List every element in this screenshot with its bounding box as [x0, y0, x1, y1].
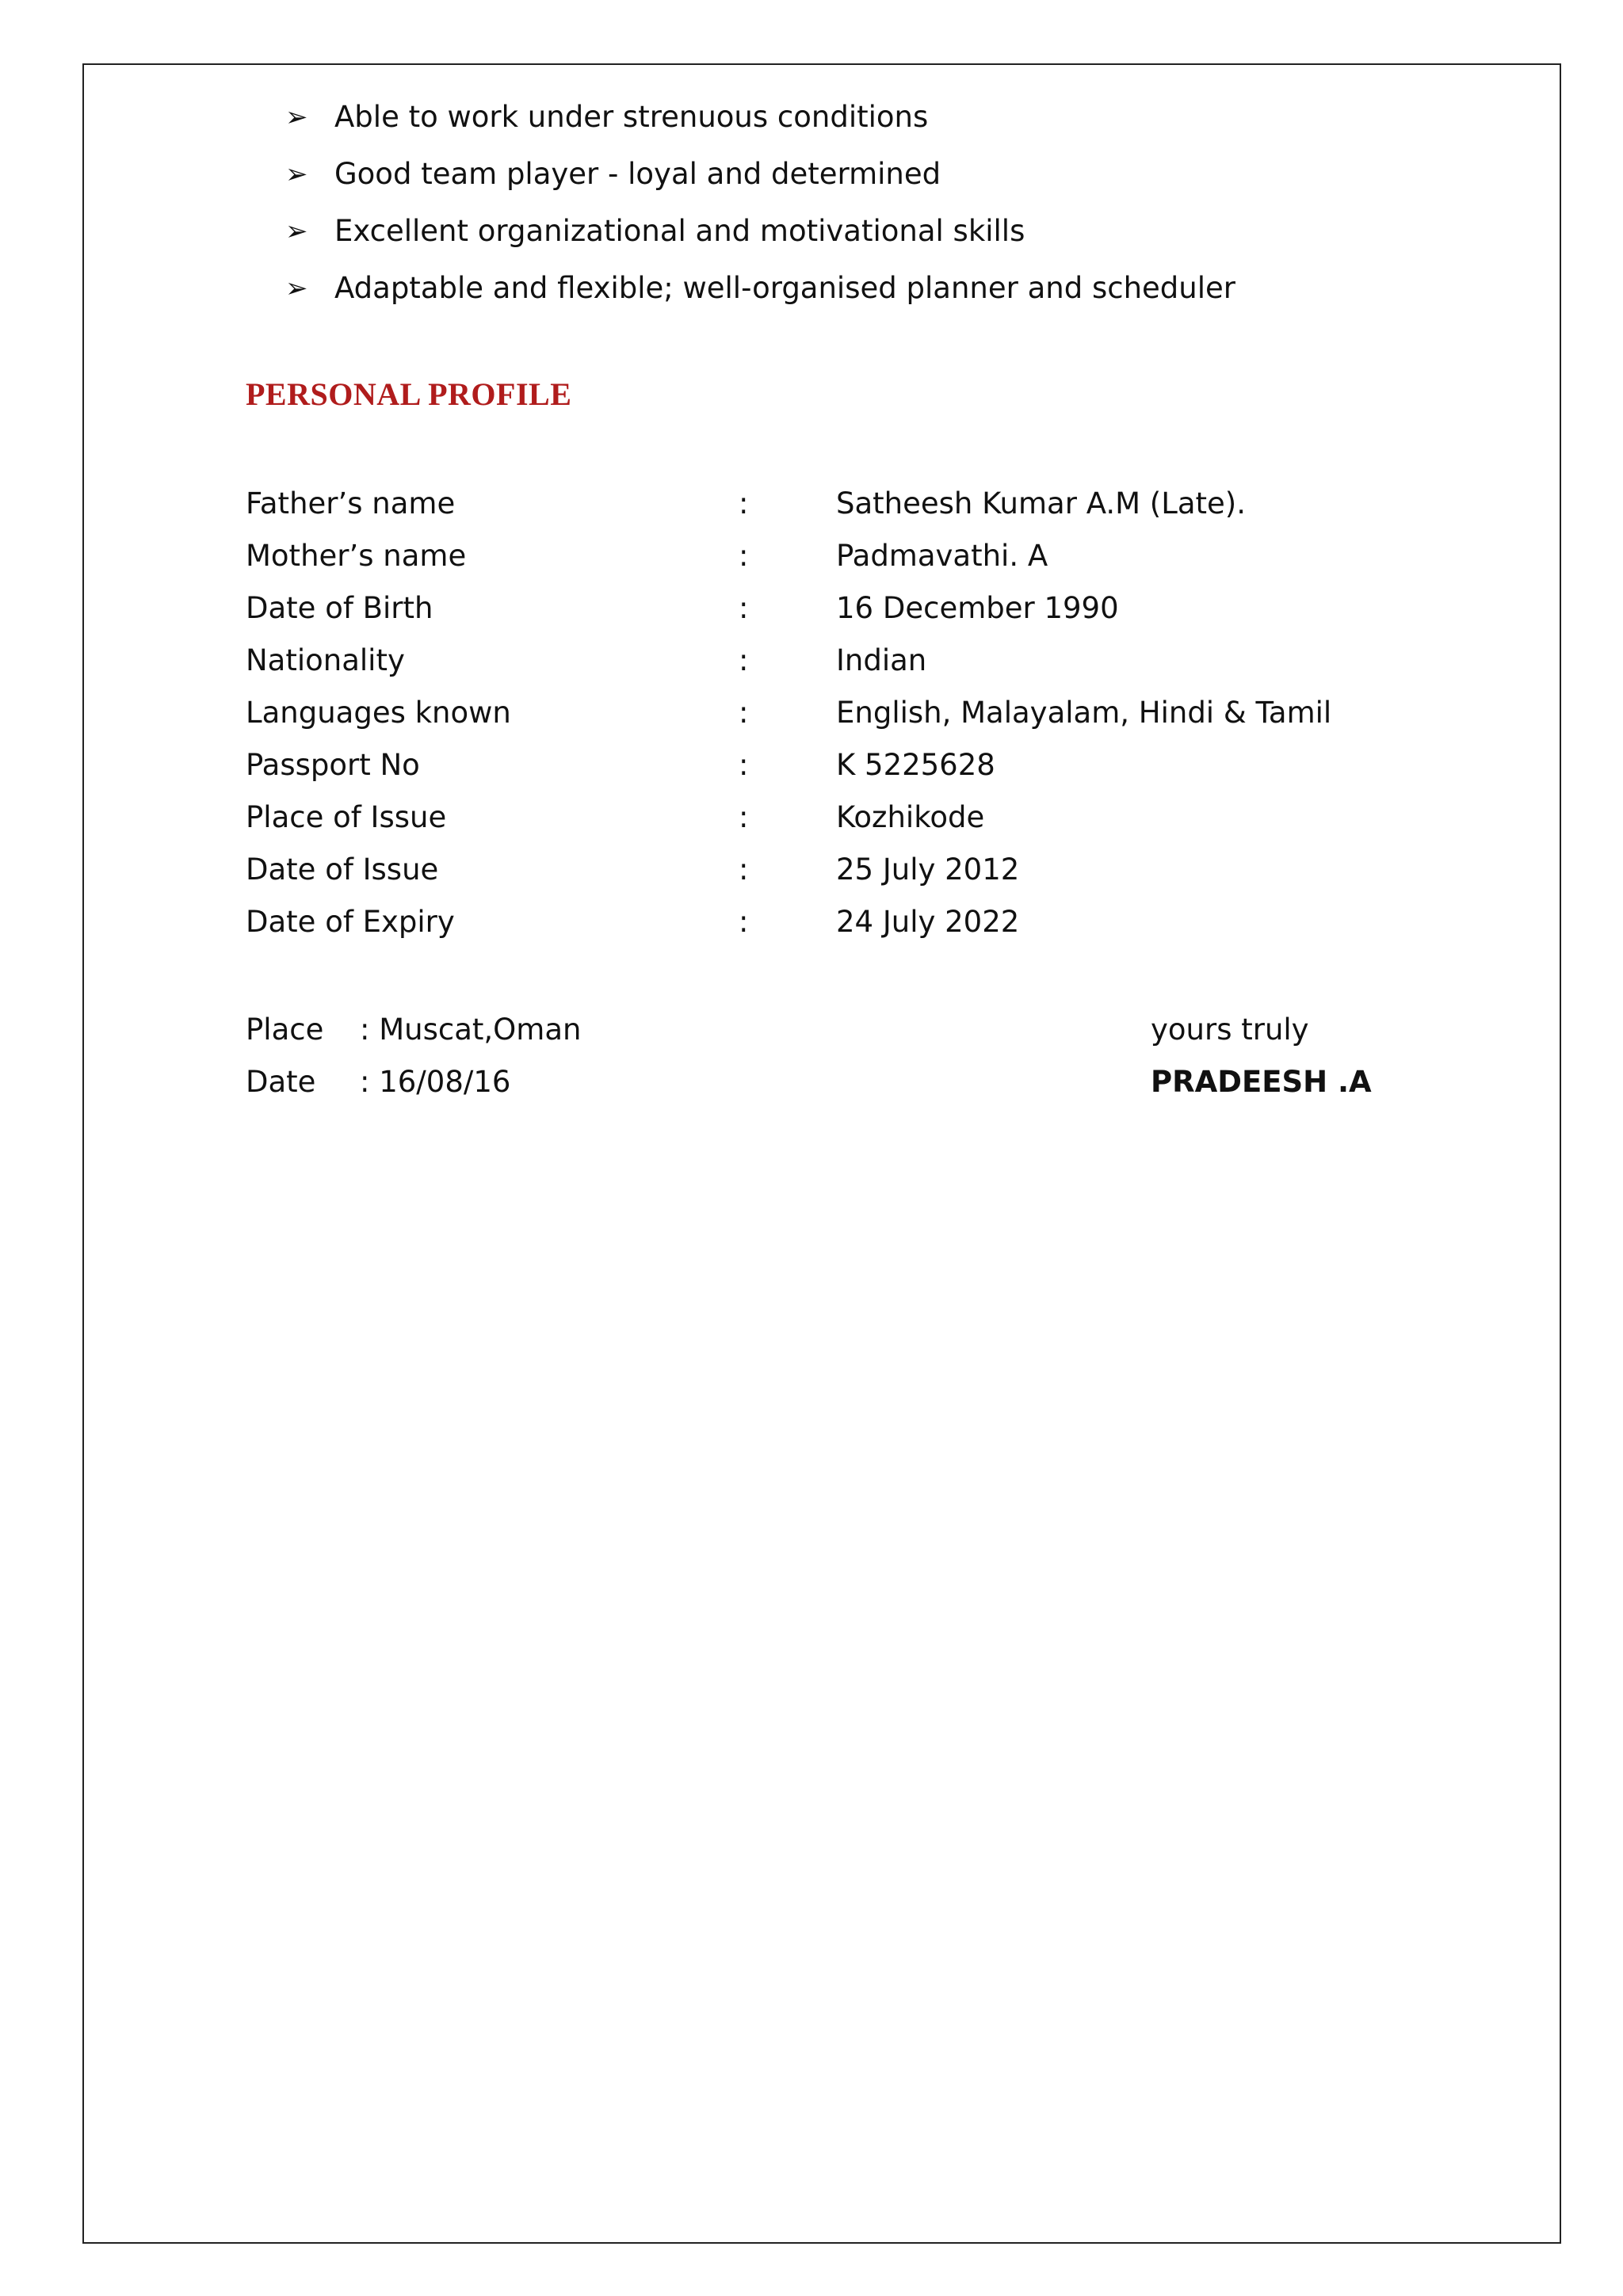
- list-item-text: Adaptable and flexible; well-organised planner and scheduler: [334, 271, 1235, 305]
- profile-value: English, Malayalam, Hindi & Tamil: [836, 696, 1332, 730]
- profile-row-date-of-birth: [246, 586, 1434, 639]
- place-value: : Muscat,Oman: [360, 1013, 582, 1047]
- profile-row-place-of-issue: [246, 795, 1434, 848]
- profile-value: Padmavathi. A: [836, 539, 1048, 573]
- profile-separator: :: [739, 800, 749, 834]
- profile-row-date-of-expiry: [246, 900, 1434, 952]
- arrow-bullet-icon: ➢: [285, 273, 308, 304]
- profile-separator: :: [739, 852, 749, 887]
- profile-label: Languages known: [246, 696, 511, 730]
- footer-row-place: [246, 1008, 1434, 1060]
- signature-block: [246, 1008, 1434, 1112]
- profile-row-nationality: [246, 639, 1434, 691]
- personal-profile-table: [246, 482, 1434, 952]
- profile-label: Passport No: [246, 748, 420, 782]
- signature-name: PRADEESH .A: [1151, 1065, 1372, 1099]
- profile-label: Date of Birth: [246, 591, 433, 625]
- closing-text: yours truly: [1151, 1013, 1309, 1047]
- profile-value: Kozhikode: [836, 800, 985, 834]
- profile-separator: :: [739, 591, 749, 625]
- arrow-bullet-icon: ➢: [285, 101, 308, 133]
- arrow-bullet-icon: ➢: [285, 215, 308, 247]
- profile-row-mothers-name: [246, 534, 1434, 586]
- profile-value: Indian: [836, 643, 927, 677]
- profile-row-date-of-issue: [246, 848, 1434, 900]
- list-item-text: Good team player - loyal and determined: [334, 157, 941, 191]
- section-title-personal-profile: PERSONAL PROFILE: [246, 376, 572, 412]
- profile-label: Nationality: [246, 643, 405, 677]
- profile-separator: :: [739, 905, 749, 939]
- profile-value: 24 July 2022: [836, 905, 1020, 939]
- profile-label: Date of Expiry: [246, 905, 455, 939]
- profile-value: Satheesh Kumar A.M (Late).: [836, 486, 1246, 521]
- profile-label: Place of Issue: [246, 800, 447, 834]
- list-item-text: Excellent organizational and motivational skills: [334, 214, 1025, 248]
- profile-separator: :: [739, 748, 749, 782]
- list-item-text: Able to work under strenuous conditions: [334, 100, 929, 134]
- profile-row-passport-no: [246, 743, 1434, 795]
- date-label: Date: [246, 1065, 316, 1099]
- arrow-bullet-icon: ➢: [285, 158, 308, 190]
- profile-label: Father’s name: [246, 486, 456, 521]
- profile-row-fathers-name: [246, 482, 1434, 534]
- profile-value: 16 December 1990: [836, 591, 1119, 625]
- date-value: : 16/08/16: [360, 1065, 511, 1099]
- place-label: Place: [246, 1013, 324, 1047]
- profile-value: 25 July 2012: [836, 852, 1020, 887]
- profile-separator: :: [739, 643, 749, 677]
- profile-value: K 5225628: [836, 748, 995, 782]
- profile-row-languages: [246, 691, 1434, 743]
- profile-separator: :: [739, 539, 749, 573]
- profile-separator: :: [739, 696, 749, 730]
- profile-label: Mother’s name: [246, 539, 467, 573]
- profile-separator: :: [739, 486, 749, 521]
- profile-label: Date of Issue: [246, 852, 439, 887]
- footer-row-date: [246, 1060, 1434, 1112]
